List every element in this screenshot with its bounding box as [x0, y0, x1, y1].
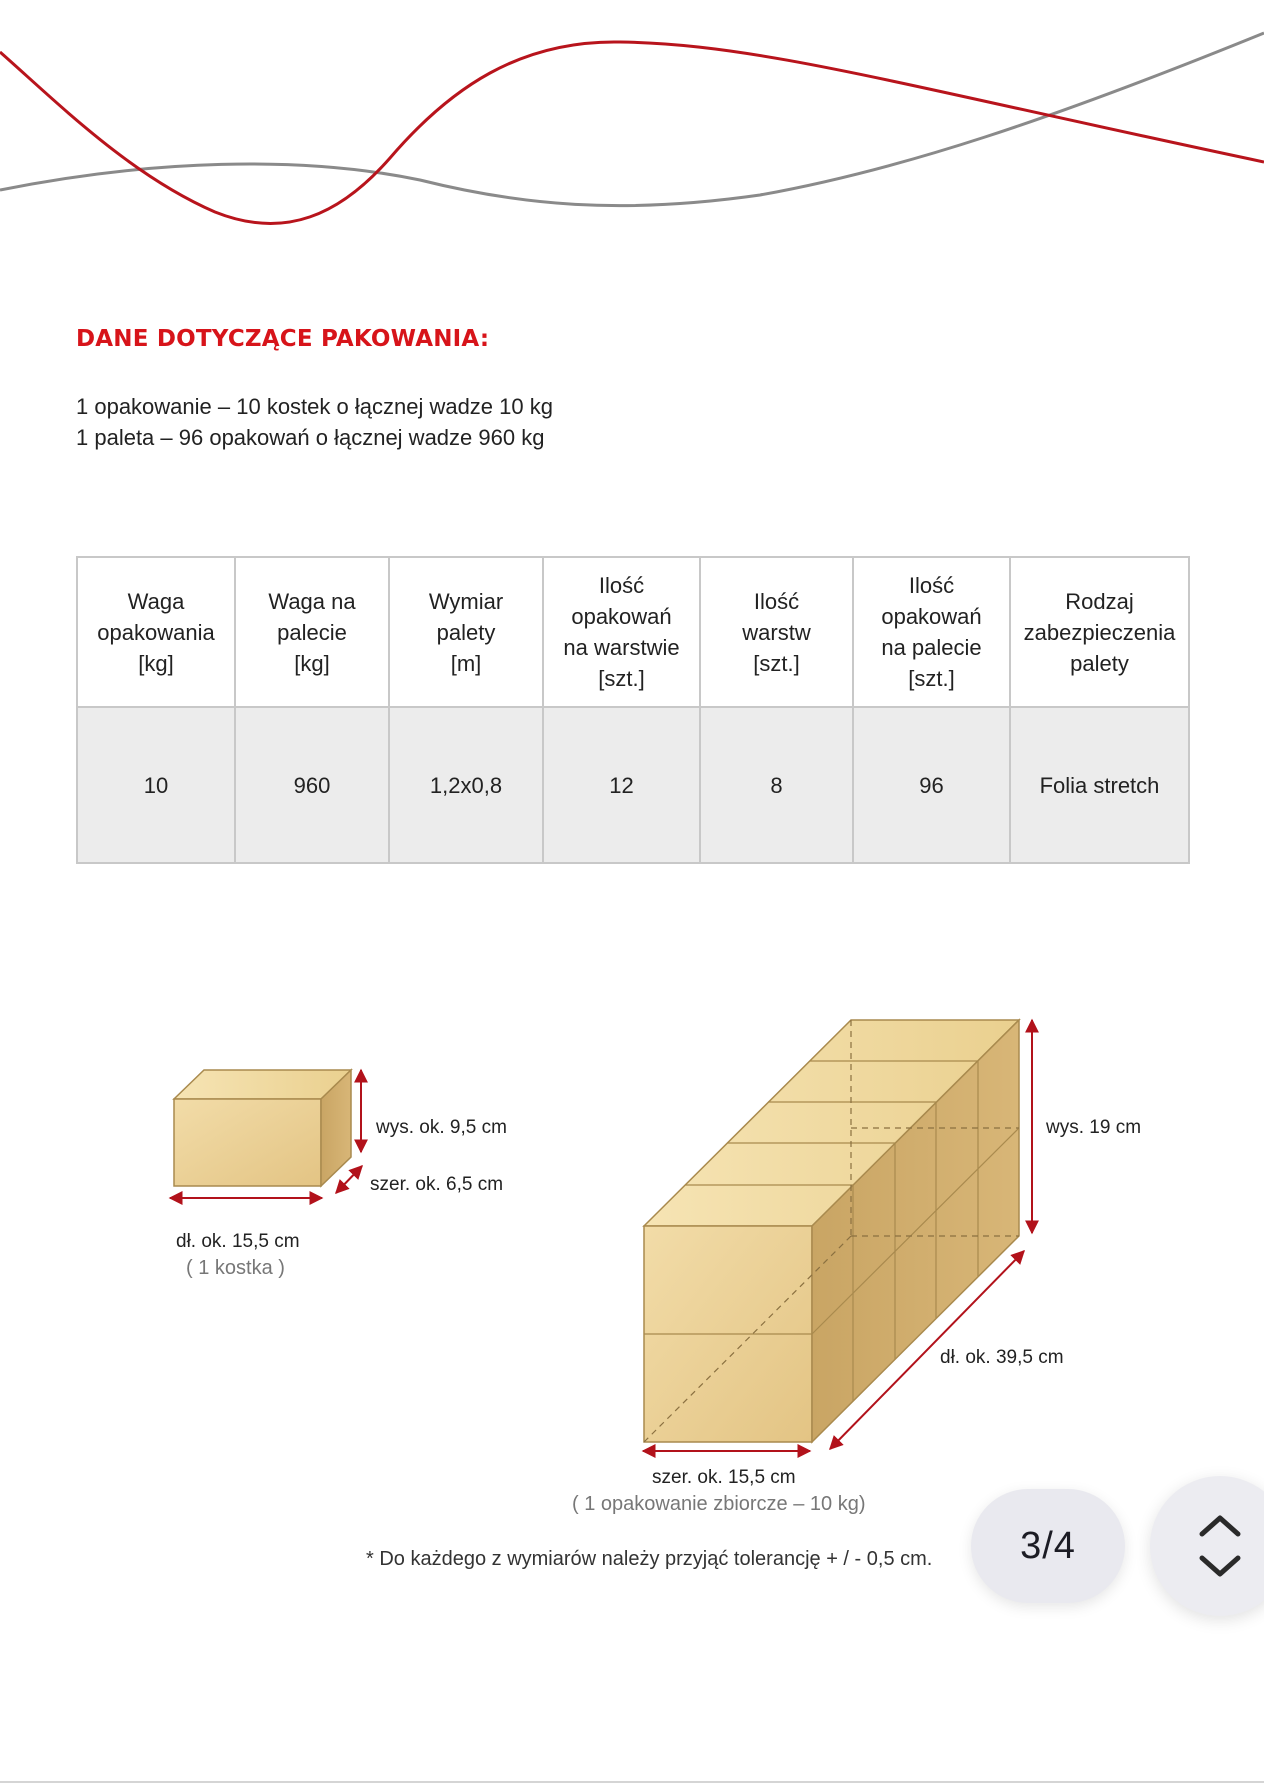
cell-pallet-securing: Folia stretch — [1010, 707, 1189, 863]
small-box-front — [174, 1099, 321, 1186]
small-box-illustration — [174, 1070, 351, 1186]
large-box-length-label: dł. ok. 39,5 cm — [940, 1347, 1064, 1368]
header-pallet-size: Wymiar palety [m] — [389, 557, 543, 707]
header-pallet-weight: Waga na palecie [kg] — [235, 557, 389, 707]
header-wave-decoration — [0, 0, 1264, 240]
page-indicator: 3/4 — [971, 1489, 1125, 1603]
cell-pallet-weight: 960 — [235, 707, 389, 863]
cell-packages-per-pallet: 96 — [853, 707, 1010, 863]
summary-line-pallet: 1 paleta – 96 opakowań o łącznej wadze 960 kg — [76, 425, 545, 450]
small-box-length-label: dł. ok. 15,5 cm — [176, 1231, 300, 1252]
header-packages-per-layer: Ilość opakowań na warstwie [szt.] — [543, 557, 700, 707]
header-pallet-securing: Rodzaj zabezpieczenia palety — [1010, 557, 1189, 707]
cell-layers: 8 — [700, 707, 853, 863]
table-row — [77, 707, 1189, 863]
small-box-width-label: szer. ok. 6,5 cm — [370, 1174, 504, 1195]
bottom-divider — [0, 1781, 1264, 1783]
tolerance-note: * Do każdego z wymiarów należy przyjąć tolerancję + / - 0,5 cm. — [366, 1548, 933, 1570]
header-packages-per-pallet: Ilość opakowań na palecie [szt.] — [853, 557, 1010, 707]
large-box-height-label: wys. 19 cm — [1046, 1117, 1142, 1138]
small-box-caption: ( 1 kostka ) — [186, 1257, 285, 1279]
large-box-width-label: szer. ok. 15,5 cm — [652, 1467, 796, 1488]
header-layers: Ilość warstw [szt.] — [700, 557, 853, 707]
header-package-weight: Waga opakowania [kg] — [77, 557, 235, 707]
section-heading: DANE DOTYCZĄCE PAKOWANIA: — [76, 326, 490, 352]
gray-wave — [0, 33, 1264, 206]
chevron-up-down-icon — [1198, 1512, 1242, 1580]
table-header-row — [77, 557, 1189, 707]
small-box-height-label: wys. ok. 9,5 cm — [376, 1117, 507, 1138]
packaging-summary — [76, 391, 553, 453]
large-box-illustration — [644, 1020, 1019, 1442]
red-wave — [0, 42, 1264, 224]
large-box-caption: ( 1 opakowanie zbiorcze – 10 kg) — [572, 1493, 866, 1515]
cell-pallet-size: 1,2x0,8 — [389, 707, 543, 863]
dimension-diagram — [0, 990, 1264, 1550]
small-box-width-arrow — [336, 1166, 362, 1193]
cell-package-weight: 10 — [77, 707, 235, 863]
cell-packages-per-layer: 12 — [543, 707, 700, 863]
summary-line-package: 1 opakowanie – 10 kostek o łącznej wadze 10 kg — [76, 394, 553, 419]
packaging-table — [76, 556, 1190, 864]
